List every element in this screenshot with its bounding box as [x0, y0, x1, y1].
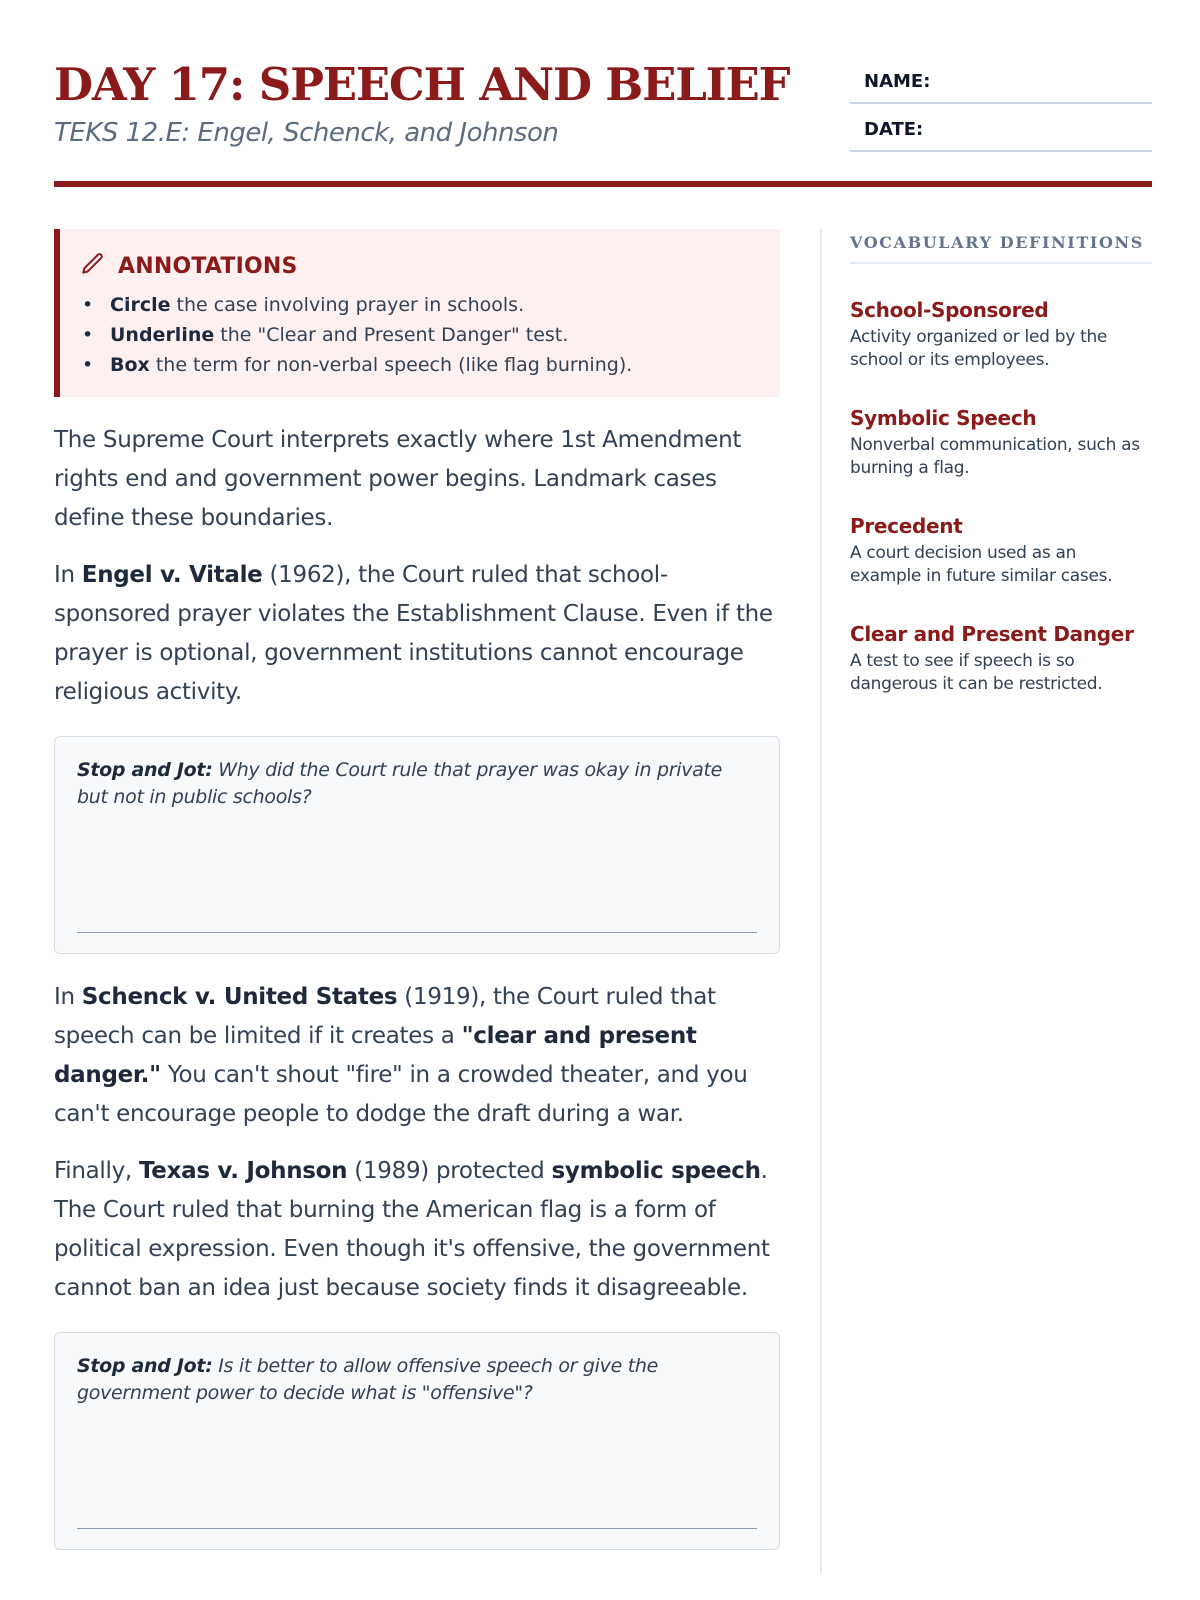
vocab-word: Symbolic Speech [850, 406, 1037, 430]
intro-paragraph: The Supreme Court interprets exactly where 1st Amendment rights end and government power begins. Landmark cases define these boundaries. [54, 427, 742, 531]
stop-and-jot-box [54, 736, 780, 954]
name-label: NAME: [864, 71, 931, 92]
annotation-action: Circle [110, 294, 171, 316]
annotation-item [80, 350, 760, 380]
vocab-definition: A court decision used as an example in future similar cases. [850, 543, 1113, 586]
page-subtitle: TEKS 12.E: Engel, Schenck, and Johnson [54, 118, 559, 148]
vocabulary-heading: VOCABULARY DEFINITIONS [850, 229, 1152, 264]
student-info-fields [850, 56, 1152, 152]
annotation-item [80, 290, 760, 320]
annotation-action: Box [110, 354, 150, 376]
vocab-word: Clear and Present Danger [850, 622, 1134, 646]
annotations-header [80, 251, 760, 281]
vocab-word: Precedent [850, 514, 963, 538]
date-field[interactable] [850, 104, 1152, 152]
page-title: DAY 17: SPEECH AND BELIEF [54, 58, 790, 111]
jot-prompt [77, 1353, 757, 1407]
annotation-text: the case involving prayer in schools. [170, 294, 525, 316]
jot-question: Is it better to allow offensive speech or give the government power to decide what is "offensive"? [77, 1355, 658, 1404]
engel-paragraph: In Engel v. Vitale (1962), the Court ruled that school-sponsored prayer violates the Establishment Clause. Even if the prayer is optional, government institutions cannot encourage religious activity. [54, 562, 773, 705]
stop-and-jot-box [54, 1332, 780, 1550]
header-divider [54, 181, 1152, 187]
vocab-term [850, 406, 1152, 480]
johnson-paragraph: Finally, Texas v. Johnson (1989) protected symbolic speech. The Court ruled that burning the American flag is a form of political expression. Even though it's offensive, the government cannot ban an idea just because society finds it disagreeable. [54, 1158, 770, 1301]
jot-question: Why did the Court rule that prayer was okay in private but not in public schools? [77, 759, 723, 808]
pencil-icon [80, 251, 106, 281]
date-label: DATE: [864, 119, 924, 140]
answer-line[interactable] [77, 932, 757, 934]
annotation-text: the "Clear and Present Danger" test. [214, 324, 569, 346]
jot-label: Stop and Jot: [77, 1355, 213, 1377]
case-name-johnson: Texas v. Johnson [138, 1158, 348, 1184]
main-content [54, 229, 780, 1550]
worksheet-header [54, 56, 1152, 190]
jot-label: Stop and Jot: [77, 759, 213, 781]
annotations-list [80, 290, 760, 380]
vocab-term [850, 514, 1152, 588]
vocab-term [850, 622, 1152, 696]
schenck-paragraph: In Schenck v. United States (1919), the Court ruled that speech can be limited if it creates a "clear and present danger." You can't shout "fire" in a crowded theater, and you can't encourage people to dodge the draft during a war. [54, 984, 748, 1127]
vocab-term [850, 298, 1152, 372]
name-field[interactable] [850, 56, 1152, 104]
case-name-engel: Engel v. Vitale [81, 562, 263, 588]
vocabulary-sidebar [820, 229, 1152, 1573]
annotation-action: Underline [110, 324, 215, 346]
term-symbolic-speech: symbolic speech [551, 1158, 761, 1184]
term-clear-and-present-danger: "clear and present danger." [54, 1023, 697, 1088]
annotations-title: ANNOTATIONS [118, 253, 298, 279]
vocab-word: School-Sponsored [850, 298, 1049, 322]
annotations-box [54, 229, 780, 397]
vocab-definition: Nonverbal communication, such as burning a flag. [850, 435, 1140, 478]
vocab-definition: A test to see if speech is so dangerous it can be restricted. [850, 651, 1103, 694]
annotation-text: the term for non-verbal speech (like flag burning). [149, 354, 633, 376]
jot-prompt [77, 757, 757, 811]
vocab-definition: Activity organized or led by the school or its employees. [850, 327, 1108, 370]
answer-line[interactable] [77, 1528, 757, 1530]
annotation-item [80, 320, 760, 350]
case-name-schenck: Schenck v. United States [81, 984, 398, 1010]
